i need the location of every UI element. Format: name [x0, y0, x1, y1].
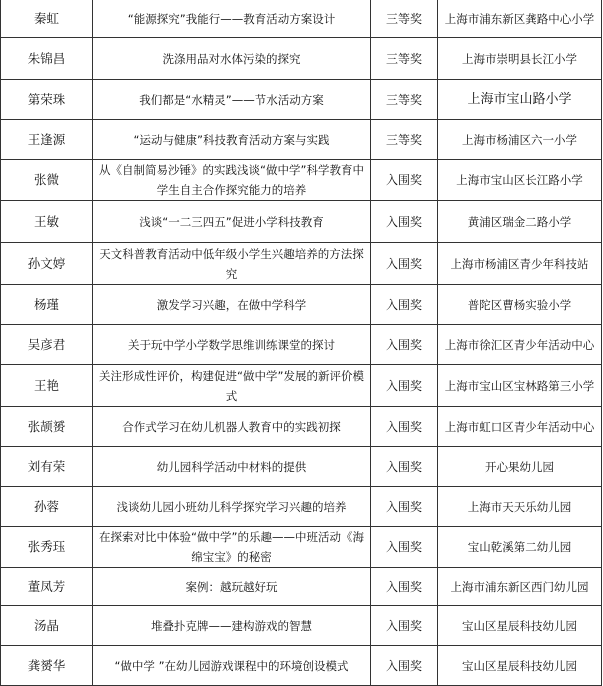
award-cell: 三等奖: [371, 0, 438, 38]
name-cell: 龚赟华: [1, 646, 93, 686]
table-row: [1, 120, 602, 160]
school-cell: 上海市天天乐幼儿园: [438, 487, 602, 527]
name-cell: 王敏: [1, 201, 93, 243]
table-row: [1, 325, 602, 365]
name-cell: 刘有荣: [1, 447, 93, 487]
award-cell: 三等奖: [371, 80, 438, 120]
award-cell: 入围奖: [371, 365, 438, 407]
table-row: [1, 201, 602, 243]
award-cell: 入围奖: [371, 325, 438, 365]
award-cell: 入围奖: [371, 527, 438, 568]
title-cell: 浅谈“一二三四五”促进小学科技教育: [93, 201, 371, 243]
title-cell: 合作式学习在幼儿机器人教育中的实践初探: [93, 407, 371, 447]
name-cell: 董凤芳: [1, 568, 93, 606]
title-cell: 幼儿园科学活动中材料的提供: [93, 447, 371, 487]
award-cell: 入围奖: [371, 407, 438, 447]
award-cell: 入围奖: [371, 568, 438, 606]
school-cell: 上海市杨浦区青少年科技站: [438, 243, 602, 285]
award-cell: 入围奖: [371, 201, 438, 243]
table-row: [1, 568, 602, 606]
title-cell: 堆叠扑克牌——建构游戏的智慧: [93, 606, 371, 646]
name-cell: 杨瑾: [1, 285, 93, 325]
award-cell: 入围奖: [371, 243, 438, 285]
school-cell: 上海市徐汇区青少年活动中心: [438, 325, 602, 365]
table-row: [1, 365, 602, 407]
table-row: [1, 447, 602, 487]
title-cell: 激发学习兴趣，在做中学科学: [93, 285, 371, 325]
school-cell: 开心果幼儿园: [438, 447, 602, 487]
name-cell: 朱锦昌: [1, 38, 93, 80]
school-cell: 上海市浦东新区龚路中心小学: [438, 0, 602, 38]
award-cell: 入围奖: [371, 487, 438, 527]
name-cell: 张秀珏: [1, 527, 93, 568]
table-row: [1, 80, 602, 120]
title-cell: 浅谈幼儿园小班幼儿科学探究学习兴趣的培养: [93, 487, 371, 527]
table-row: [1, 160, 602, 201]
school-cell: 上海市宝山路小学: [438, 80, 602, 120]
title-cell: 关注形成性评价，构建促进“做中学”发展的新评价模式: [93, 365, 371, 407]
title-cell: “能源探究”我能行——教育活动方案设计: [93, 0, 371, 38]
name-cell: 吴彦君: [1, 325, 93, 365]
school-cell: 宝山区星辰科技幼儿园: [438, 646, 602, 686]
table-row: [1, 0, 602, 38]
title-cell: 我们都是“水精灵”——节水活动方案: [93, 80, 371, 120]
name-cell: 孙蓉: [1, 487, 93, 527]
school-cell: 上海市宝山区宝林路第三小学: [438, 365, 602, 407]
title-cell: “运动与健康”科技教育活动方案与实践: [93, 120, 371, 160]
awards-table-body: [1, 0, 602, 686]
name-cell: 汤晶: [1, 606, 93, 646]
award-cell: 入围奖: [371, 160, 438, 201]
school-cell: 上海市杨浦区六一小学: [438, 120, 602, 160]
school-cell: 普陀区曹杨实验小学: [438, 285, 602, 325]
title-cell: 案例：越玩越好玩: [93, 568, 371, 606]
school-cell: 宝山区星辰科技幼儿园: [438, 606, 602, 646]
title-cell: 从《自制简易沙锤》的实践浅谈“做中学”科学教育中学生自主合作探究能力的培养: [93, 160, 371, 201]
award-cell: 入围奖: [371, 646, 438, 686]
table-row: [1, 527, 602, 568]
table-row: [1, 38, 602, 80]
name-cell: 张微: [1, 160, 93, 201]
title-cell: 天文科普教育活动中低年级小学生兴趣培养的方法探究: [93, 243, 371, 285]
name-cell: 张颉赟: [1, 407, 93, 447]
title-cell: 关于玩中学小学数学思维训练课堂的探讨: [93, 325, 371, 365]
award-cell: 三等奖: [371, 38, 438, 80]
award-cell: 入围奖: [371, 285, 438, 325]
name-cell: 王艳: [1, 365, 93, 407]
table-row: [1, 285, 602, 325]
table-row: [1, 606, 602, 646]
school-cell: 上海市宝山区长江路小学: [438, 160, 602, 201]
school-cell: 上海市崇明县长江小学: [438, 38, 602, 80]
award-cell: 入围奖: [371, 606, 438, 646]
table-row: [1, 487, 602, 527]
table-row: [1, 407, 602, 447]
title-cell: 在探索对比中体验“做中学”的乐趣——中班活动《海绵宝宝》的秘密: [93, 527, 371, 568]
name-cell: 第荣珠: [1, 80, 93, 120]
title-cell: “做中学 ”在幼儿园游戏课程中的环境创设模式: [93, 646, 371, 686]
school-cell: 宝山乾溪第二幼儿园: [438, 527, 602, 568]
name-cell: 王逢源: [1, 120, 93, 160]
table-row: [1, 243, 602, 285]
name-cell: 秦虹: [1, 0, 93, 38]
award-cell: 三等奖: [371, 120, 438, 160]
school-cell: 上海市虹口区青少年活动中心: [438, 407, 602, 447]
table-row: [1, 646, 602, 686]
name-cell: 孙文婷: [1, 243, 93, 285]
title-cell: 洗涤用品对水体污染的探究: [93, 38, 371, 80]
school-cell: 上海市浦东新区西门幼儿园: [438, 568, 602, 606]
award-cell: 入围奖: [371, 447, 438, 487]
school-cell: 黄浦区瑞金二路小学: [438, 201, 602, 243]
